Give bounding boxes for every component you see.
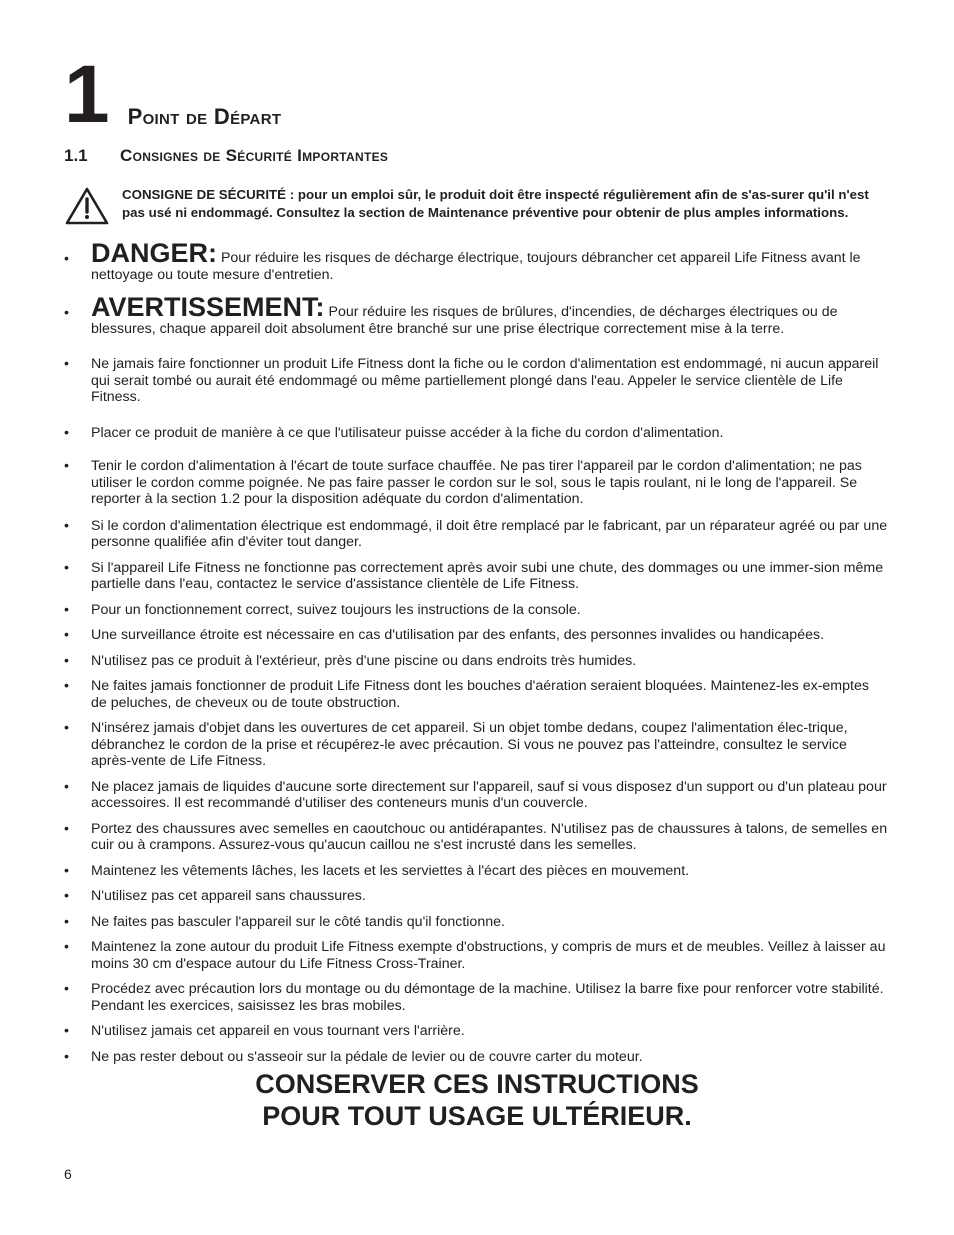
list-item-text: N'utilisez jamais cet appareil en vous tournant vers l'arrière. bbox=[91, 1023, 465, 1039]
list-item bbox=[64, 678, 888, 711]
avertissement-label: AVERTISSEMENT: bbox=[91, 291, 325, 322]
list-item-text: Placer ce produit de manière à ce que l'utilisateur puisse accéder à la fiche du cordon d'alimentation. bbox=[91, 424, 724, 441]
list-item-text: Ne faites pas basculer l'appareil sur le côté tandis qu'il fonctionne. bbox=[91, 913, 505, 930]
list-item-text: Ne pas rester debout ou s'asseoir sur la pédale de levier ou de couvre carter du moteur. bbox=[91, 1048, 643, 1065]
closing-line-2: POUR TOUT USAGE ULTÉRIEUR. bbox=[262, 1101, 692, 1131]
list-item-text: Tenir le cordon d'alimentation à l'écart de toute surface chauffée. Ne pas tirer l'appareil par le cordon d'alimentation; ne pas utiliser le cordon comme poignée. Ne pas faire passer le cordon sur le sol, sous le tapis roulant, ni le long de l'appareil. Se reporter à la section 1.2 pour la disposition adéquate du cordon d'alimentation. bbox=[91, 458, 862, 507]
danger-label: DANGER: bbox=[91, 238, 217, 268]
list-item bbox=[64, 653, 888, 670]
list-item bbox=[64, 863, 888, 880]
list-item-text: Portez des chaussures avec semelles en caoutchouc ou antidérapantes. N'utilisez pas de chaussures à talons, de semelles en cuir ou à crampons. Assurez-vous qu'aucun caillou ne s'est incrusté dans les semelles. bbox=[91, 820, 888, 853]
bullet: • bbox=[64, 913, 69, 930]
list-item-text: Procédez avec précaution lors du montage ou du démontage de la machine. Utilisez la barre fixe pour renforcer votre stabilité. Pendant les exercices, saisissez les bras mobiles. bbox=[91, 981, 884, 1014]
list-item-text: Pour un fonctionnement correct, suivez toujours les instructions de la console. bbox=[91, 601, 581, 618]
danger-paragraph bbox=[91, 240, 888, 284]
list-item bbox=[64, 981, 888, 1014]
list-item-text: Une surveillance étroite est nécessaire en cas d'utilisation par des enfants, des personnes invalides ou handicapées. bbox=[91, 627, 825, 643]
safety-list bbox=[64, 240, 888, 1065]
list-item-danger bbox=[64, 240, 888, 284]
chapter-number: 1 bbox=[64, 49, 108, 140]
bullet: • bbox=[64, 304, 69, 321]
chapter-title: Point de Départ bbox=[127, 104, 282, 129]
section-number: 1.1 bbox=[64, 146, 88, 165]
bullet: • bbox=[64, 251, 69, 267]
list-item bbox=[64, 425, 888, 442]
list-item bbox=[64, 1023, 888, 1040]
bullet: • bbox=[64, 356, 69, 372]
bullet: • bbox=[64, 1023, 69, 1039]
list-item bbox=[64, 518, 888, 551]
list-item-text: Si le cordon d'alimentation électrique est endommagé, il doit être remplacé par le fabricant, par un réparateur agréé ou par une personne qualifiée afin d'éviter tout danger. bbox=[91, 517, 888, 550]
list-item-text: N'insérez jamais d'objet dans les ouvertures de cet appareil. Si un objet tombe dedans, coupez l'alimentation élec-trique, débranchez le cordon de la prise et récupérez-le avec précaution. Si vous ne pouvez pas l'atteindre, consultez le service après-vente de Life Fitness. bbox=[91, 720, 848, 769]
closing-statement bbox=[0, 1068, 954, 1132]
bullet: • bbox=[64, 888, 69, 904]
bullet: • bbox=[64, 939, 69, 955]
bullet: • bbox=[64, 820, 69, 837]
list-item bbox=[64, 821, 888, 854]
bullet: • bbox=[64, 559, 69, 576]
list-item-text: N'utilisez pas ce produit à l'extérieur, près d'une piscine ou dans endroits très humides. bbox=[91, 652, 637, 669]
list-item-text: N'utilisez pas cet appareil sans chaussures. bbox=[91, 888, 366, 904]
avertissement-paragraph bbox=[91, 291, 888, 338]
chapter-heading bbox=[64, 49, 282, 140]
list-item bbox=[64, 779, 888, 812]
safety-notice bbox=[64, 186, 888, 226]
bullet: • bbox=[64, 720, 69, 736]
list-item-text: Ne placez jamais de liquides d'aucune sorte directement sur l'appareil, sauf si vous disposez d'un support ou d'un plateau pour accessoires. Il est recommandé d'utiliser des conteneurs munis d'un couvercle. bbox=[91, 778, 887, 811]
bullet: • bbox=[64, 424, 69, 441]
list-item bbox=[64, 560, 888, 593]
safety-notice-text: CONSIGNE DE SÉCURITÉ : pour un emploi sûr, le produit doit être inspecté régulièrement afin de s'as-surer qu'il n'est pas usé ni endommagé. Consultez la section de Maintenance préventive pour obtenir de plus amples informations. bbox=[122, 187, 869, 220]
list-item bbox=[64, 627, 888, 644]
bullet: • bbox=[64, 627, 69, 643]
list-item-text: Si l'appareil Life Fitness ne fonctionne pas correctement après avoir subi une chute, des dommages ou une immer-sion même partielle dans l'eau, contactez le service d'assistance clientèle de Life Fitness. bbox=[91, 559, 884, 592]
bullet: • bbox=[64, 601, 69, 618]
list-item bbox=[64, 1049, 888, 1066]
page-number: 6 bbox=[64, 1166, 72, 1182]
danger-text: Pour réduire les risques de décharge électrique, toujours débrancher cet appareil Life Fitness avant le nettoyage ou toute mesure d'entretien. bbox=[91, 250, 861, 283]
list-item bbox=[64, 939, 888, 972]
bullet: • bbox=[64, 1048, 69, 1065]
list-item-text: Ne faites jamais fonctionner de produit Life Fitness dont les bouches d'aération seraient bloquées. Maintenez-les ex-emptes de peluches, de cheveux ou de toute obstruction. bbox=[91, 678, 869, 711]
list-item-text: Ne jamais faire fonctionner un produit Life Fitness dont la fiche ou le cordon d'alimentation est endommagé, ni aucun appareil qui serait tombé ou aurait été endommagé ou même partiellement plongé dans l'eau. Appeler le service clientèle de Life Fitness. bbox=[91, 356, 879, 405]
list-item bbox=[64, 356, 888, 406]
warning-triangle-icon bbox=[64, 186, 110, 226]
section-title: Consignes de Sécurité Importantes bbox=[120, 146, 389, 165]
bullet: • bbox=[64, 678, 69, 694]
list-item-avertissement bbox=[64, 291, 888, 338]
list-item bbox=[64, 602, 888, 619]
bullet: • bbox=[64, 517, 69, 534]
bullet: • bbox=[64, 862, 69, 879]
list-item-text: Maintenez la zone autour du produit Life Fitness exempte d'obstructions, y compris de murs et de meubles. Veillez à laisser au moins 30 cm d'espace autour du Life Fitness Cross-Trainer. bbox=[91, 939, 886, 972]
list-item bbox=[64, 720, 888, 770]
list-item bbox=[64, 888, 888, 905]
bullet: • bbox=[64, 981, 69, 997]
bullet: • bbox=[64, 778, 69, 795]
bullet: • bbox=[64, 652, 69, 669]
list-item bbox=[64, 458, 888, 508]
bullet: • bbox=[64, 458, 69, 474]
list-item bbox=[64, 914, 888, 931]
section-heading bbox=[64, 146, 388, 166]
closing-line-1: CONSERVER CES INSTRUCTIONS bbox=[255, 1069, 699, 1099]
avertissement-text: Pour réduire les risques de brûlures, d'incendies, de décharges électriques ou de blessures, chaque appareil doit absolument être branché sur une prise électrique correctement mise à la terre. bbox=[91, 303, 838, 337]
list-item-text: Maintenez les vêtements lâches, les lacets et les serviettes à l'écart des pièces en mouvement. bbox=[91, 862, 690, 879]
